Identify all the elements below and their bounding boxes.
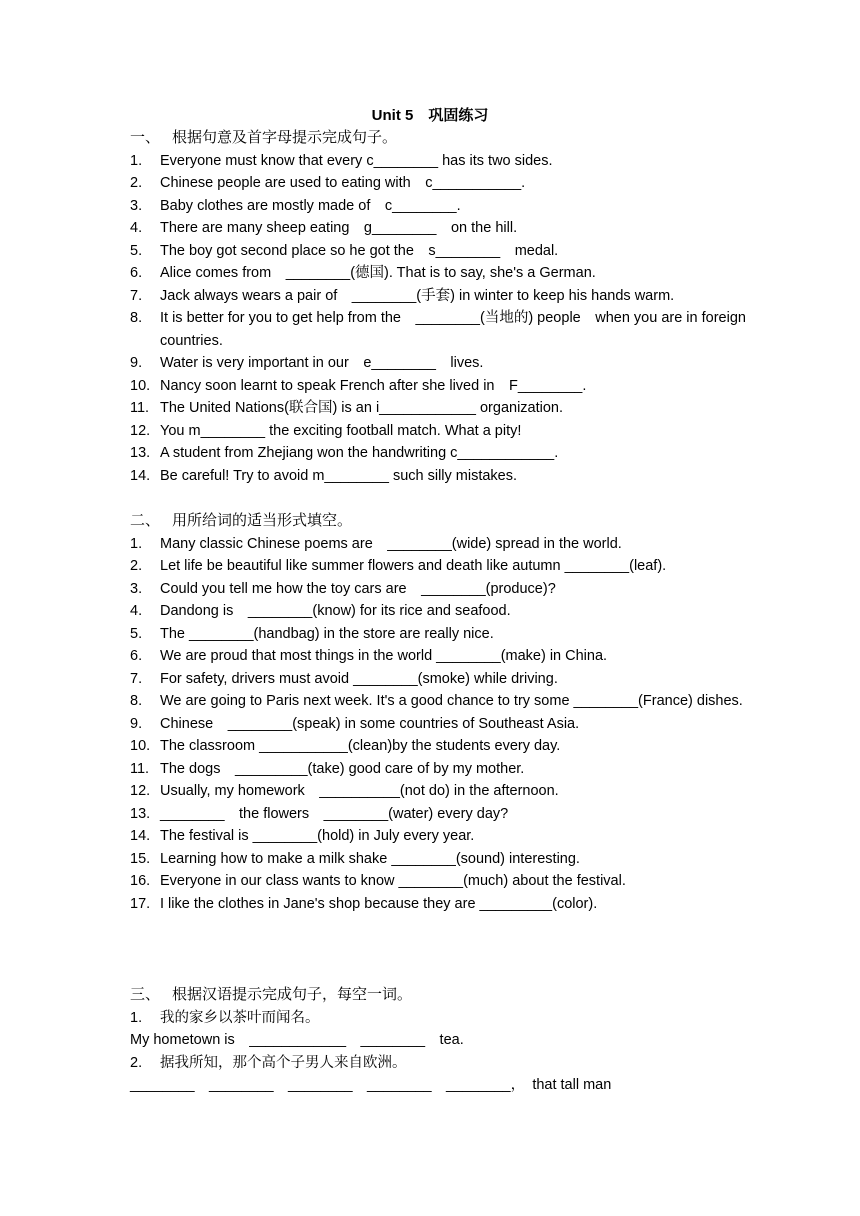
- exercise-item: [130, 713, 750, 736]
- question-number: 1.: [130, 1009, 143, 1026]
- exercise-item: [130, 870, 750, 893]
- page-title: Unit 5 巩固练习: [371, 107, 489, 124]
- item-text: The dogs _________(take) good care of by my mother.: [160, 760, 525, 777]
- item-text: I like the clothes in Jane's shop because they are _________(color).: [160, 895, 598, 912]
- item-number: 10.: [130, 377, 151, 394]
- item-number: 3.: [130, 580, 143, 597]
- item-text: Chinese people are used to eating with c___________.: [160, 175, 526, 191]
- exercise-item: [130, 375, 750, 398]
- section-3: [130, 984, 750, 1097]
- exercise-item: [130, 668, 750, 691]
- item-text: ________ the flowers ________(water) every day?: [160, 805, 509, 822]
- section-3-instruction: 根据汉语提示完成句子，每空一词。: [172, 986, 413, 1003]
- item-text: Everyone in our class wants to know ________(much) about the festival.: [160, 873, 626, 889]
- section-3-answer-line: ________ ________ ________ ________ ________， that tall man: [130, 1077, 612, 1093]
- item-number: 11.: [130, 760, 150, 777]
- section-3-question: [130, 1007, 750, 1030]
- item-text: Chinese ________(speak) in some countries of Southeast Asia.: [160, 715, 580, 732]
- item-number: 10.: [130, 738, 151, 754]
- exercise-item: [130, 735, 750, 758]
- section-1-heading: [130, 127, 750, 150]
- item-number: 13.: [130, 445, 151, 461]
- exercise-item: [130, 533, 750, 556]
- exercise-item: [130, 442, 750, 465]
- item-text: Let life be beautiful like summer flowers and death like autumn ________(leaf).: [160, 558, 667, 574]
- item-text: Be careful! Try to avoid m________ such silly mistakes.: [160, 467, 518, 484]
- item-text: Dandong is ________(know) for its rice and seafood.: [160, 603, 511, 619]
- item-number: 12.: [130, 783, 151, 799]
- item-number: 2.: [130, 175, 143, 191]
- item-number: 4.: [130, 220, 143, 236]
- exercise-item: [130, 645, 750, 668]
- exercise-item: [130, 465, 750, 488]
- item-text: A student from Zhejiang won the handwriting c____________.: [160, 445, 559, 461]
- exercise-item: [130, 780, 750, 803]
- item-text: There are many sheep eating g________ on the hill.: [160, 220, 518, 236]
- item-text: It is better for you to get help from the ________(当地的) people when you are in foreign countries.: [160, 310, 750, 349]
- item-text: Learning how to make a milk shake ________(sound) interesting.: [160, 850, 580, 867]
- item-number: 4.: [130, 603, 143, 619]
- exercise-item: [130, 352, 750, 375]
- item-number: 6.: [130, 265, 143, 281]
- item-number: 11.: [130, 400, 150, 416]
- item-text: Usually, my homework __________(not do) in the afternoon.: [160, 783, 559, 799]
- question-number: 2.: [130, 1054, 143, 1071]
- item-number: 1.: [130, 152, 143, 169]
- question-chinese: 我的家乡以茶叶而闻名。: [160, 1009, 320, 1026]
- section-3-answer-line: My hometown is ____________ ________ tea.: [130, 1032, 464, 1048]
- item-number: 14.: [130, 828, 151, 844]
- exercise-item: [130, 195, 750, 218]
- item-text: Nancy soon learnt to speak French after she lived in F________.: [160, 377, 587, 394]
- item-text: For safety, drivers must avoid ________(smoke) while driving.: [160, 670, 558, 687]
- exercise-item: [130, 825, 750, 848]
- exercise-item: [130, 758, 750, 781]
- item-text: The United Nations(联合国) is an i____________ organization.: [160, 400, 564, 416]
- section-2-instruction: 用所给词的适当形式填空。: [172, 512, 353, 529]
- item-number: 9.: [130, 355, 143, 371]
- item-number: 1.: [130, 535, 143, 552]
- item-text: Jack always wears a pair of ________(手套) in winter to keep his hands warm.: [160, 287, 675, 304]
- section-2-heading: [130, 510, 750, 533]
- exercise-item: [130, 172, 750, 195]
- section-3-heading: [130, 984, 750, 1007]
- item-number: 13.: [130, 805, 151, 822]
- item-number: 9.: [130, 715, 143, 732]
- item-text: Many classic Chinese poems are ________(wide) spread in the world.: [160, 535, 622, 552]
- section-3-number: 三、: [130, 986, 161, 1003]
- item-number: 15.: [130, 850, 151, 867]
- exercise-item: [130, 600, 750, 623]
- exercise-item: [130, 285, 750, 308]
- exercise-item: [130, 623, 750, 646]
- item-number: 16.: [130, 873, 151, 889]
- item-number: 12.: [130, 422, 151, 439]
- question-chinese: 据我所知，那个高个子男人来自欧洲。: [160, 1054, 407, 1071]
- exercise-item: [130, 555, 750, 578]
- item-number: 5.: [130, 242, 143, 259]
- exercise-item: [130, 803, 750, 826]
- item-text: Could you tell me how the toy cars are ________(produce)?: [160, 580, 556, 597]
- exercise-item: [130, 420, 750, 443]
- item-text: Everyone must know that every c________ has its two sides.: [160, 152, 553, 169]
- section-1-list: [130, 150, 750, 488]
- section-1: [130, 127, 750, 487]
- item-number: 8.: [130, 310, 143, 326]
- item-text: Alice comes from ________(德国). That is to say, she's a German.: [160, 265, 596, 281]
- item-number: 3.: [130, 197, 143, 214]
- exercise-item: [130, 150, 750, 173]
- exercise-item: [130, 578, 750, 601]
- item-number: 7.: [130, 670, 143, 687]
- item-number: 2.: [130, 558, 143, 574]
- item-text: We are proud that most things in the world ________(make) in China.: [160, 648, 608, 664]
- exercise-item: [130, 262, 750, 285]
- section-2-number: 二、: [130, 512, 161, 529]
- item-text: The festival is ________(hold) in July every year.: [160, 828, 475, 844]
- section-1-instruction: 根据句意及首字母提示完成句子。: [172, 129, 398, 146]
- item-number: 14.: [130, 467, 151, 484]
- exercise-item: [130, 690, 750, 713]
- item-text: We are going to Paris next week. It's a good chance to try some ________(France) dishes.: [160, 693, 743, 709]
- section-1-number: 一、: [130, 129, 161, 146]
- item-number: 17.: [130, 895, 151, 912]
- section-2: [130, 510, 750, 915]
- item-text: Water is very important in our e________ lives.: [160, 355, 484, 371]
- exercise-item: [130, 240, 750, 263]
- exercise-item: [130, 893, 750, 916]
- item-text: The ________(handbag) in the store are really nice.: [160, 625, 494, 642]
- item-number: 7.: [130, 287, 143, 304]
- section-3-question: [130, 1052, 750, 1075]
- exercise-item: [130, 848, 750, 871]
- item-number: 6.: [130, 648, 143, 664]
- item-number: 8.: [130, 693, 143, 709]
- exercise-item: [130, 217, 750, 240]
- exercise-item: [130, 397, 750, 420]
- item-text: The classroom ___________(clean)by the students every day.: [160, 738, 561, 754]
- item-text: Baby clothes are mostly made of c________.: [160, 197, 461, 214]
- item-text: The boy got second place so he got the s________ medal.: [160, 242, 559, 259]
- item-number: 5.: [130, 625, 143, 642]
- exercise-item: [130, 307, 750, 352]
- item-text: You m________ the exciting football match. What a pity!: [160, 422, 522, 439]
- section-2-list: [130, 533, 750, 916]
